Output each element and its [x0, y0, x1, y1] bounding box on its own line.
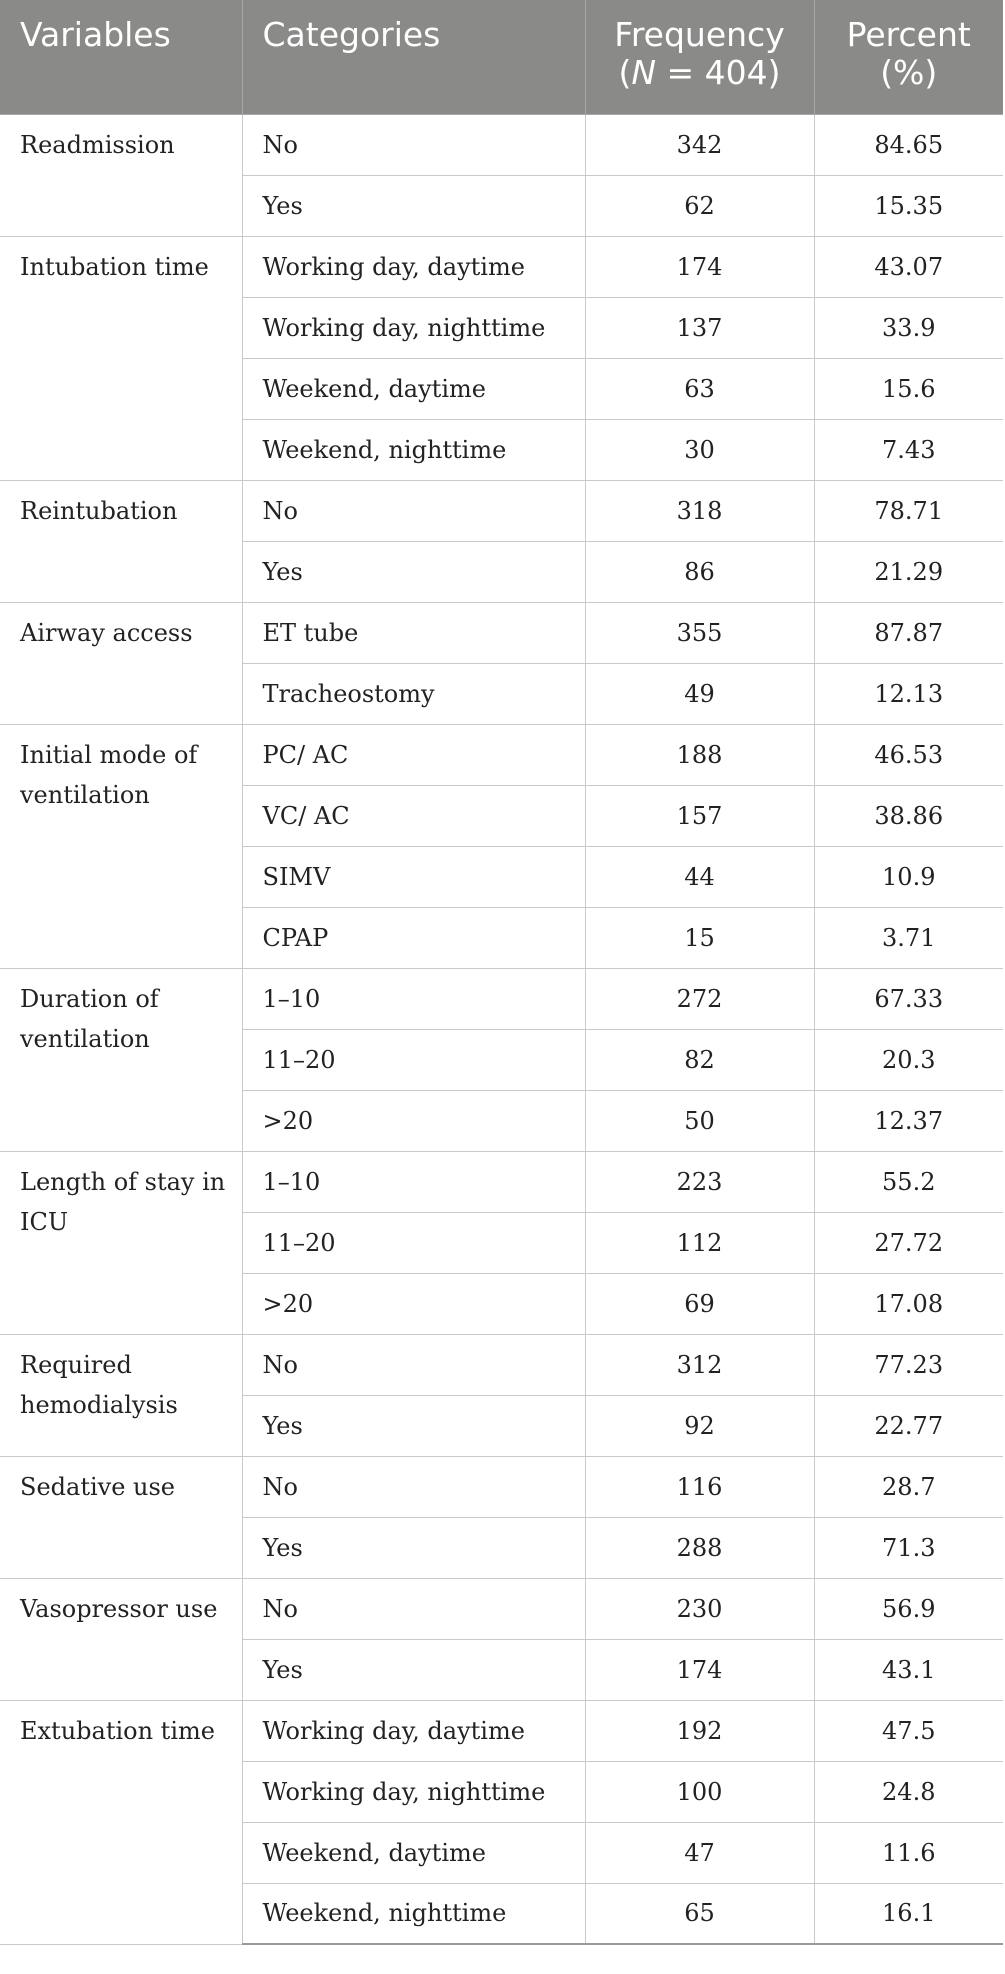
- category-cell: 11–20: [242, 1212, 585, 1273]
- percent-cell: 46.53: [814, 724, 1003, 785]
- header-percent-line2: (%): [880, 53, 938, 92]
- frequency-cell: 318: [585, 480, 814, 541]
- frequency-cell: 192: [585, 1700, 814, 1761]
- category-cell: No: [242, 114, 585, 175]
- table-row: [0, 968, 1003, 1029]
- percent-cell: 20.3: [814, 1029, 1003, 1090]
- frequency-cell: 49: [585, 663, 814, 724]
- frequency-cell: 157: [585, 785, 814, 846]
- category-cell: Weekend, daytime: [242, 1822, 585, 1883]
- category-cell: Weekend, daytime: [242, 358, 585, 419]
- frequency-cell: 230: [585, 1578, 814, 1639]
- percent-cell: 24.8: [814, 1761, 1003, 1822]
- frequency-cell: 112: [585, 1212, 814, 1273]
- frequency-cell: 44: [585, 846, 814, 907]
- percent-cell: 15.6: [814, 358, 1003, 419]
- frequency-cell: 62: [585, 175, 814, 236]
- variable-cell: Vasopressor use: [0, 1578, 242, 1700]
- table-row: [0, 236, 1003, 297]
- percent-cell: 11.6: [814, 1822, 1003, 1883]
- category-cell: No: [242, 480, 585, 541]
- table-body: [0, 114, 1003, 1944]
- percent-cell: 21.29: [814, 541, 1003, 602]
- frequency-cell: 82: [585, 1029, 814, 1090]
- variable-cell: Duration of ventilation: [0, 968, 242, 1151]
- frequency-cell: 355: [585, 602, 814, 663]
- header-percent-line1: Percent: [846, 15, 971, 54]
- frequency-cell: 342: [585, 114, 814, 175]
- percent-cell: 10.9: [814, 846, 1003, 907]
- category-cell: Yes: [242, 1395, 585, 1456]
- category-cell: Weekend, nighttime: [242, 1883, 585, 1944]
- frequency-cell: 30: [585, 419, 814, 480]
- table-row: [0, 724, 1003, 785]
- variable-cell: Airway access: [0, 602, 242, 724]
- table-row: [0, 1151, 1003, 1212]
- percent-cell: 67.33: [814, 968, 1003, 1029]
- category-cell: Working day, daytime: [242, 236, 585, 297]
- header-frequency-line2: [587, 54, 813, 92]
- frequency-cell: 47: [585, 1822, 814, 1883]
- percent-cell: 12.37: [814, 1090, 1003, 1151]
- frequency-cell: 100: [585, 1761, 814, 1822]
- category-cell: No: [242, 1456, 585, 1517]
- frequency-cell: 65: [585, 1883, 814, 1944]
- percent-cell: 47.5: [814, 1700, 1003, 1761]
- table-header: [0, 0, 1003, 114]
- header-frequency-rest: = 404): [656, 53, 781, 92]
- frequency-cell: 223: [585, 1151, 814, 1212]
- variable-cell: Required hemodialysis: [0, 1334, 242, 1456]
- percent-cell: 43.07: [814, 236, 1003, 297]
- category-cell: >20: [242, 1090, 585, 1151]
- percent-cell: 16.1: [814, 1883, 1003, 1944]
- header-frequency-line1: Frequency: [614, 15, 785, 54]
- percent-cell: 77.23: [814, 1334, 1003, 1395]
- category-cell: ET tube: [242, 602, 585, 663]
- percent-cell: 78.71: [814, 480, 1003, 541]
- frequency-cell: 174: [585, 236, 814, 297]
- table-row: [0, 480, 1003, 541]
- percent-cell: 12.13: [814, 663, 1003, 724]
- percent-cell: 87.87: [814, 602, 1003, 663]
- header-frequency-n: N: [631, 53, 657, 92]
- category-cell: VC/ AC: [242, 785, 585, 846]
- percent-cell: 3.71: [814, 907, 1003, 968]
- category-cell: No: [242, 1334, 585, 1395]
- table-row: [0, 114, 1003, 175]
- category-cell: PC/ AC: [242, 724, 585, 785]
- category-cell: No: [242, 1578, 585, 1639]
- percent-cell: 22.77: [814, 1395, 1003, 1456]
- percent-cell: 55.2: [814, 1151, 1003, 1212]
- category-cell: 1–10: [242, 1151, 585, 1212]
- category-cell: Weekend, nighttime: [242, 419, 585, 480]
- category-cell: 1–10: [242, 968, 585, 1029]
- variable-cell: Readmission: [0, 114, 242, 236]
- category-cell: Tracheostomy: [242, 663, 585, 724]
- category-cell: >20: [242, 1273, 585, 1334]
- frequency-cell: 188: [585, 724, 814, 785]
- percent-cell: 56.9: [814, 1578, 1003, 1639]
- table-row: [0, 1334, 1003, 1395]
- frequency-cell: 92: [585, 1395, 814, 1456]
- category-cell: 11–20: [242, 1029, 585, 1090]
- category-cell: Yes: [242, 175, 585, 236]
- frequency-cell: 86: [585, 541, 814, 602]
- frequency-cell: 137: [585, 297, 814, 358]
- frequency-cell: 312: [585, 1334, 814, 1395]
- header-frequency-open: (: [618, 53, 632, 92]
- variable-cell: Extubation time: [0, 1700, 242, 1944]
- header-variables: Variables: [0, 0, 242, 114]
- percent-cell: 17.08: [814, 1273, 1003, 1334]
- percent-cell: 84.65: [814, 114, 1003, 175]
- category-cell: Working day, daytime: [242, 1700, 585, 1761]
- frequency-cell: 50: [585, 1090, 814, 1151]
- table-row: [0, 1700, 1003, 1761]
- percent-cell: 33.9: [814, 297, 1003, 358]
- header-categories: Categories: [242, 0, 585, 114]
- percent-cell: 71.3: [814, 1517, 1003, 1578]
- frequency-cell: 116: [585, 1456, 814, 1517]
- frequency-cell: 15: [585, 907, 814, 968]
- percent-cell: 28.7: [814, 1456, 1003, 1517]
- table-row: [0, 1578, 1003, 1639]
- frequency-cell: 272: [585, 968, 814, 1029]
- percent-cell: 43.1: [814, 1639, 1003, 1700]
- category-cell: Yes: [242, 1639, 585, 1700]
- header-frequency: [585, 0, 814, 114]
- frequency-cell: 69: [585, 1273, 814, 1334]
- percent-cell: 15.35: [814, 175, 1003, 236]
- variable-cell: Intubation time: [0, 236, 242, 480]
- frequency-cell: 174: [585, 1639, 814, 1700]
- category-cell: CPAP: [242, 907, 585, 968]
- table-row: [0, 602, 1003, 663]
- header-percent: [814, 0, 1003, 114]
- variable-cell: Length of stay in ICU: [0, 1151, 242, 1334]
- category-cell: SIMV: [242, 846, 585, 907]
- variable-cell: Sedative use: [0, 1456, 242, 1578]
- table-row: [0, 1456, 1003, 1517]
- category-cell: Working day, nighttime: [242, 297, 585, 358]
- percent-cell: 38.86: [814, 785, 1003, 846]
- category-cell: Yes: [242, 541, 585, 602]
- percent-cell: 27.72: [814, 1212, 1003, 1273]
- variable-cell: Initial mode of ventilation: [0, 724, 242, 968]
- percent-cell: 7.43: [814, 419, 1003, 480]
- frequency-cell: 63: [585, 358, 814, 419]
- category-cell: Working day, nighttime: [242, 1761, 585, 1822]
- header-row: [0, 0, 1003, 114]
- category-cell: Yes: [242, 1517, 585, 1578]
- frequency-cell: 288: [585, 1517, 814, 1578]
- variable-cell: Reintubation: [0, 480, 242, 602]
